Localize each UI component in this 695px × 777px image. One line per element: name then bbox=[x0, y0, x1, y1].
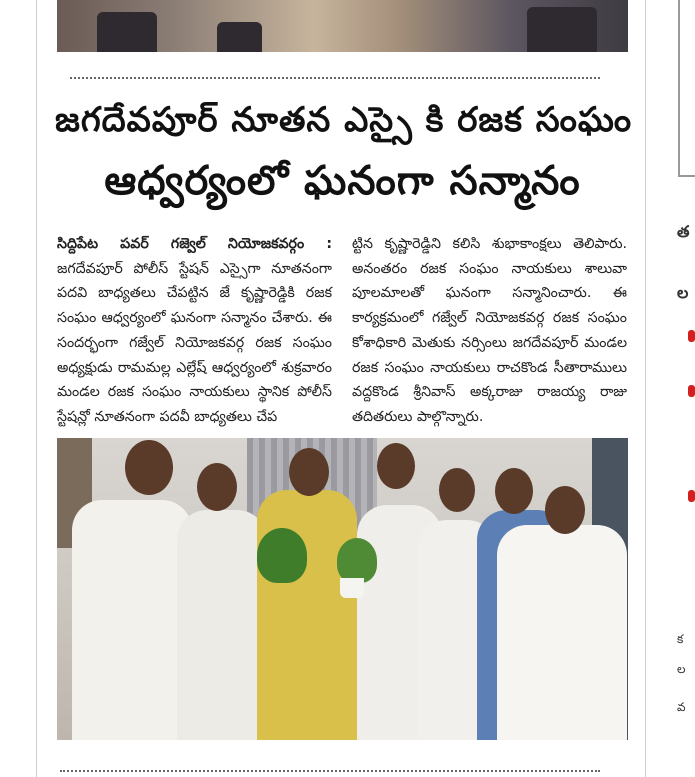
side-bullet bbox=[688, 385, 695, 397]
photo-figure bbox=[527, 7, 597, 52]
article-column-right bbox=[352, 232, 627, 430]
article-photo bbox=[57, 438, 628, 740]
side-bullet bbox=[688, 330, 695, 342]
side-column-letter: ల bbox=[677, 662, 686, 676]
side-bullet bbox=[688, 490, 695, 502]
photo-person-head bbox=[377, 443, 415, 489]
column-divider bbox=[36, 0, 37, 777]
headline-line-1: జగదేవపూర్ నూతన ఎస్సై కి రజక సంఘం bbox=[55, 100, 633, 140]
top-photo-strip bbox=[57, 0, 628, 52]
photo-figure bbox=[217, 22, 262, 52]
side-column-letter: త bbox=[677, 222, 690, 241]
photo-plant bbox=[257, 528, 307, 583]
photo-person-head bbox=[495, 468, 533, 514]
photo-person-head bbox=[125, 440, 173, 495]
photo-figure bbox=[97, 12, 157, 52]
photo-person bbox=[497, 525, 627, 740]
section-rule bbox=[70, 77, 600, 79]
photo-person-head bbox=[545, 486, 585, 534]
headline-line-2: ఆధ్వర్యంలో ఘనంగా సన్మానం bbox=[104, 158, 581, 204]
column-divider bbox=[645, 0, 646, 777]
side-column-letter: ల bbox=[677, 283, 689, 302]
side-column-letter: క bbox=[677, 632, 684, 646]
photo-plant bbox=[337, 538, 377, 583]
photo-person bbox=[177, 510, 267, 740]
photo-person bbox=[72, 500, 192, 740]
side-column-letter: వ bbox=[677, 700, 686, 714]
article-body-left: జగదేవపూర్ పోలీస్ స్టేషన్ ఎస్సైగా నూతనంగా పదవి బాధ్యతలు చేపట్టిన జే కృష్ణారెడ్డికి రజక సంఘం ఆధ్వర్యంలో ఘనంగా సన్మానం చేశారు. ఈ సందర్భంగా గజ్వేల్ నియోజకవర్గ రజక సంఘం అధ్యక్షుడు రామమల్ల ఎల్లేష్ ఆధ్వర్యంలో శుక్రవారం మండల రజక సంఘం నాయకులు స్థానిక పోలీస్ స్టేషన్లో నూతనంగా పదవీ బాధ్యతలు చేప bbox=[57, 260, 332, 425]
section-rule-bottom bbox=[60, 770, 600, 772]
photo-person-head bbox=[439, 468, 475, 512]
photo-pot bbox=[340, 578, 364, 598]
photo-person-shawl bbox=[257, 490, 357, 740]
photo-person-head bbox=[197, 463, 237, 511]
column-divider bbox=[678, 175, 695, 177]
column-divider bbox=[678, 0, 680, 175]
photo-person-head bbox=[289, 448, 329, 496]
dateline: సిద్దిపేట పవర్ గజ్వెల్ నియోజకవర్గం : bbox=[57, 236, 332, 252]
article-column-left bbox=[57, 232, 332, 430]
article-body-right: ట్టిన కృష్ణారెడ్డిని కలిసి శుభాకాంక్షలు తెలిపారు. అనంతరం రజక సంఘం నాయకులు శాలువా పూలమాలతో ఘనంగా సన్మానించారు. ఈ కార్యక్రమంలో గజ్వేల్ నియోజకవర్గ రజక సంఘం కోశాధికారి మెతుకు నర్సింలు జగదేవపూర్ మండల రజక సంఘం నాయకులు రాచకొండ సీతారాములు వద్దకొండ శ్రీనివాస్ అక్కరాజు రాజయ్య రాజు తదితరులు పాల్గొన్నారు. bbox=[352, 236, 627, 425]
